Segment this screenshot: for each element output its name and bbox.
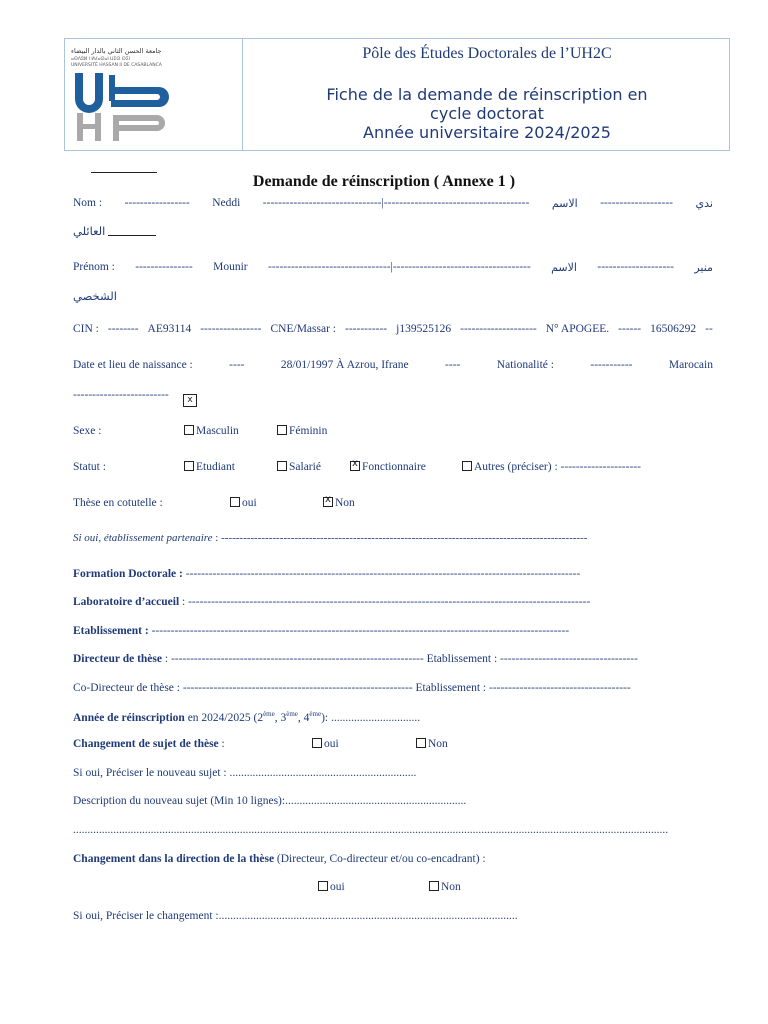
cotutelle-option-non[interactable] (323, 497, 355, 509)
cin-value[interactable]: AE93114 (147, 323, 192, 335)
annee-sep-2: , 4 (297, 711, 310, 724)
sujet-option-non[interactable] (416, 738, 448, 750)
salarie-checkbox[interactable] (277, 461, 287, 471)
statut-label: Statut : (73, 461, 106, 473)
nationalite-label: Nationalité : (496, 359, 554, 371)
etudiant-checkbox[interactable] (184, 461, 194, 471)
laboratoire-row (73, 596, 713, 608)
university-logo (71, 47, 177, 143)
nom-underline (108, 235, 156, 236)
annee-sup-1: ème (263, 710, 275, 718)
changement-sujet-label: Changement de sujet de thèse (73, 738, 219, 750)
nouveau-sujet-row[interactable]: Si oui, Préciser le nouveau sujet : ................................................................. (73, 767, 417, 779)
etudiant-label: Etudiant (196, 461, 235, 473)
prenom-dash-3: -------------------- (597, 261, 674, 273)
changement-direction-label: Changement dans la direction de la thèse (73, 853, 275, 865)
cin-dash: -------- (107, 323, 139, 335)
naissance-dash-2: ---- (445, 359, 461, 371)
formation-row (73, 568, 713, 580)
masculin-checkbox[interactable] (184, 425, 194, 435)
changement-direction-text: (Directeur, Co-directeur et/ou co-encadrant) : (276, 853, 486, 865)
sexe-option-masculin[interactable] (184, 425, 239, 437)
nom-dash-1: ----------------- (124, 197, 190, 209)
prenom-arabic-label: الاسم (551, 261, 577, 274)
prenom-row (73, 261, 713, 274)
codirecteur-etab-label: Etablissement : (415, 682, 487, 694)
feminin-checkbox[interactable] (277, 425, 287, 435)
direction-option-oui[interactable] (318, 881, 345, 893)
sujet-option-oui[interactable] (312, 738, 339, 750)
fonctionnaire-label: Fonctionnaire (362, 461, 426, 473)
apogee-dash: -------------------- (460, 323, 537, 335)
prenom-arabic-value[interactable]: منير (694, 261, 713, 274)
codirecteur-label: Co-Directeur de thèse : (73, 682, 180, 694)
formation-label: Formation Doctorale : (73, 568, 183, 580)
nom-row (73, 197, 713, 210)
statut-option-autres[interactable] (462, 461, 641, 473)
document-title: Demande de réinscription ( Annexe 1 ) (252, 173, 516, 190)
fiche-title-line-1: Fiche de la demande de réinscription en (326, 85, 648, 104)
direction-non-checkbox[interactable] (429, 881, 439, 891)
directeur-etab-dash[interactable]: ------------------------------------ (500, 653, 638, 665)
uh2c-logo-icon (71, 71, 177, 141)
annee-label: Année de réinscription (73, 711, 185, 724)
prenom-value[interactable]: Mounir (213, 261, 248, 273)
ids-end-dash: -- (705, 323, 713, 335)
statut-option-fonctionnaire[interactable] (350, 461, 426, 473)
prenom-label: Prénom : (73, 261, 115, 273)
logo-tifinagh-text: ⴰⵙⴷⵓⵍ ⵏ ⵍⵃⴰⵙⴰⵏ ⵡⵉⵙ ⵙⵉⵏ (71, 57, 130, 62)
annee-end[interactable]: ): ............................... (321, 711, 421, 724)
fonctionnaire-checkbox[interactable] (350, 461, 360, 471)
sujet-non-checkbox[interactable] (416, 738, 426, 748)
prenom-arabic-sub: الشخصي (73, 289, 117, 303)
cotutelle-non-label: Non (335, 497, 355, 509)
naissance-row (73, 359, 713, 371)
sujet-non-label: Non (428, 738, 448, 750)
cotutelle-option-oui[interactable] (230, 497, 257, 509)
nom-arabic-label: الاسم (551, 197, 578, 210)
statut-option-etudiant[interactable] (184, 461, 235, 473)
nom-dash-2: -------------------------------|-------------------------------------- (262, 197, 530, 209)
prenom-dash-2: --------------------------------|------------------------------------ (267, 261, 531, 273)
description-row[interactable]: Description du nouveau sujet (Min 10 lignes):............................................................... (73, 795, 467, 807)
naissance-mark-box: x (183, 394, 197, 407)
sujet-oui-checkbox[interactable] (312, 738, 322, 748)
nom-value[interactable]: Neddi (212, 197, 241, 209)
cne-dash: ---------------- (200, 323, 262, 335)
laboratoire-dash[interactable]: : --------------------------------------------------------------------------------------------------------- (182, 596, 591, 608)
naissance-label: Date et lieu de naissance : (73, 359, 193, 371)
directeur-label: Directeur de thèse (73, 653, 162, 665)
direction-oui-checkbox[interactable] (318, 881, 328, 891)
annee-sep-1: , 3 (274, 711, 287, 724)
cne-value[interactable]: j139525126 (396, 323, 452, 335)
autres-checkbox[interactable] (462, 461, 472, 471)
directeur-etab-label: Etablissement : (426, 653, 498, 665)
apogee-label: N° APOGEE. (545, 323, 610, 335)
codirecteur-row (73, 682, 713, 694)
apogee-dash-2: ------ (618, 323, 642, 335)
nom-arabic-sub: العائلي (73, 224, 106, 238)
codirecteur-etab-dash[interactable]: ------------------------------------- (488, 682, 631, 694)
annee-text: en 2024/2025 (2 (187, 711, 264, 724)
naissance-line-2 (73, 389, 169, 401)
prenom-dash-1: --------------- (135, 261, 193, 273)
direction-non-label: Non (441, 881, 461, 893)
cotutelle-oui-label: oui (242, 497, 257, 509)
cotutelle-oui-checkbox[interactable] (230, 497, 240, 507)
apogee-value[interactable]: 16506292 (650, 323, 697, 335)
preciser-changement-row[interactable]: Si oui, Préciser le changement :........................................................................................................ (73, 910, 518, 922)
fiche-title-line-2: cycle doctorat (430, 104, 544, 123)
nom-arabic-value[interactable]: ندي (695, 197, 713, 210)
sexe-label: Sexe : (73, 425, 102, 437)
sexe-option-feminin[interactable] (277, 425, 327, 437)
changement-sujet-colon: : (221, 738, 225, 750)
sujet-oui-label: oui (324, 738, 339, 750)
nom-dash-3: ------------------- (600, 197, 673, 209)
nationalite-dash: ----------- (590, 359, 633, 371)
partenaire-colon: : (215, 532, 219, 544)
masculin-label: Masculin (196, 425, 239, 437)
etablissement-row (73, 625, 713, 637)
partenaire-label: Si oui, établissement partenaire (73, 532, 213, 544)
cne-label: CNE/Massar : (270, 323, 336, 335)
feminin-label: Féminin (289, 425, 328, 437)
description-line-2[interactable]: ............................................................................................................................................................................................................... (73, 824, 669, 836)
partenaire-row (73, 532, 587, 544)
direction-option-non[interactable] (429, 881, 461, 893)
directeur-row (73, 653, 713, 665)
cotutelle-label: Thèse en cotutelle : (73, 497, 163, 509)
nom-label: Nom : (73, 197, 103, 209)
annee-sup-3: ème (309, 710, 322, 718)
cin-label: CIN : (73, 323, 99, 335)
statut-option-salarie[interactable] (277, 461, 321, 473)
cne-dash-2: ----------- (345, 323, 388, 335)
ids-row (73, 323, 713, 335)
directeur-dash[interactable]: : ------------------------------------------------------------------ (164, 653, 424, 665)
pole-title: Pôle des Études Doctorales de l’UH2C (362, 45, 612, 62)
naissance-dash-1: ---- (229, 359, 245, 371)
salarie-label: Salarié (289, 461, 321, 473)
changement-direction-row (73, 853, 486, 865)
naissance-value[interactable]: 28/01/1997 À Azrou, Ifrane (280, 359, 409, 371)
partenaire-dash: ---------------------------------------------------------------------------------------------------- (221, 532, 588, 544)
cotutelle-non-checkbox[interactable] (323, 497, 333, 507)
formation-dash[interactable]: ------------------------------------------------------------------------------------------------------- (185, 568, 581, 580)
fiche-title (243, 85, 731, 142)
naissance-line-2-dash: ------------------------- (73, 389, 169, 401)
autres-dash: --------------------- (560, 461, 641, 473)
changement-sujet-row (73, 738, 225, 750)
codirecteur-dash[interactable]: ------------------------------------------------------------ (182, 682, 413, 694)
direction-oui-label: oui (330, 881, 345, 893)
nationalite-value[interactable]: Marocain (668, 359, 713, 371)
annee-sup-2: ème (286, 710, 298, 718)
autres-label: Autres (préciser) : (474, 461, 558, 473)
logo-arabic-text: جامعة الحسن الثاني بالدار البيضاء (71, 47, 162, 55)
etablissement-label: Etablissement : (73, 625, 149, 637)
etablissement-dash[interactable]: ------------------------------------------------------------------------------------------------------------- (151, 625, 570, 637)
laboratoire-label: Laboratoire d’accueil (73, 596, 180, 608)
header-box (64, 38, 730, 151)
logo-university-text: UNIVERSITÉ HASSAN II DE CASABLANCA (71, 63, 162, 68)
annee-row (73, 710, 420, 724)
fiche-title-line-3: Année universitaire 2024/2025 (363, 123, 611, 142)
